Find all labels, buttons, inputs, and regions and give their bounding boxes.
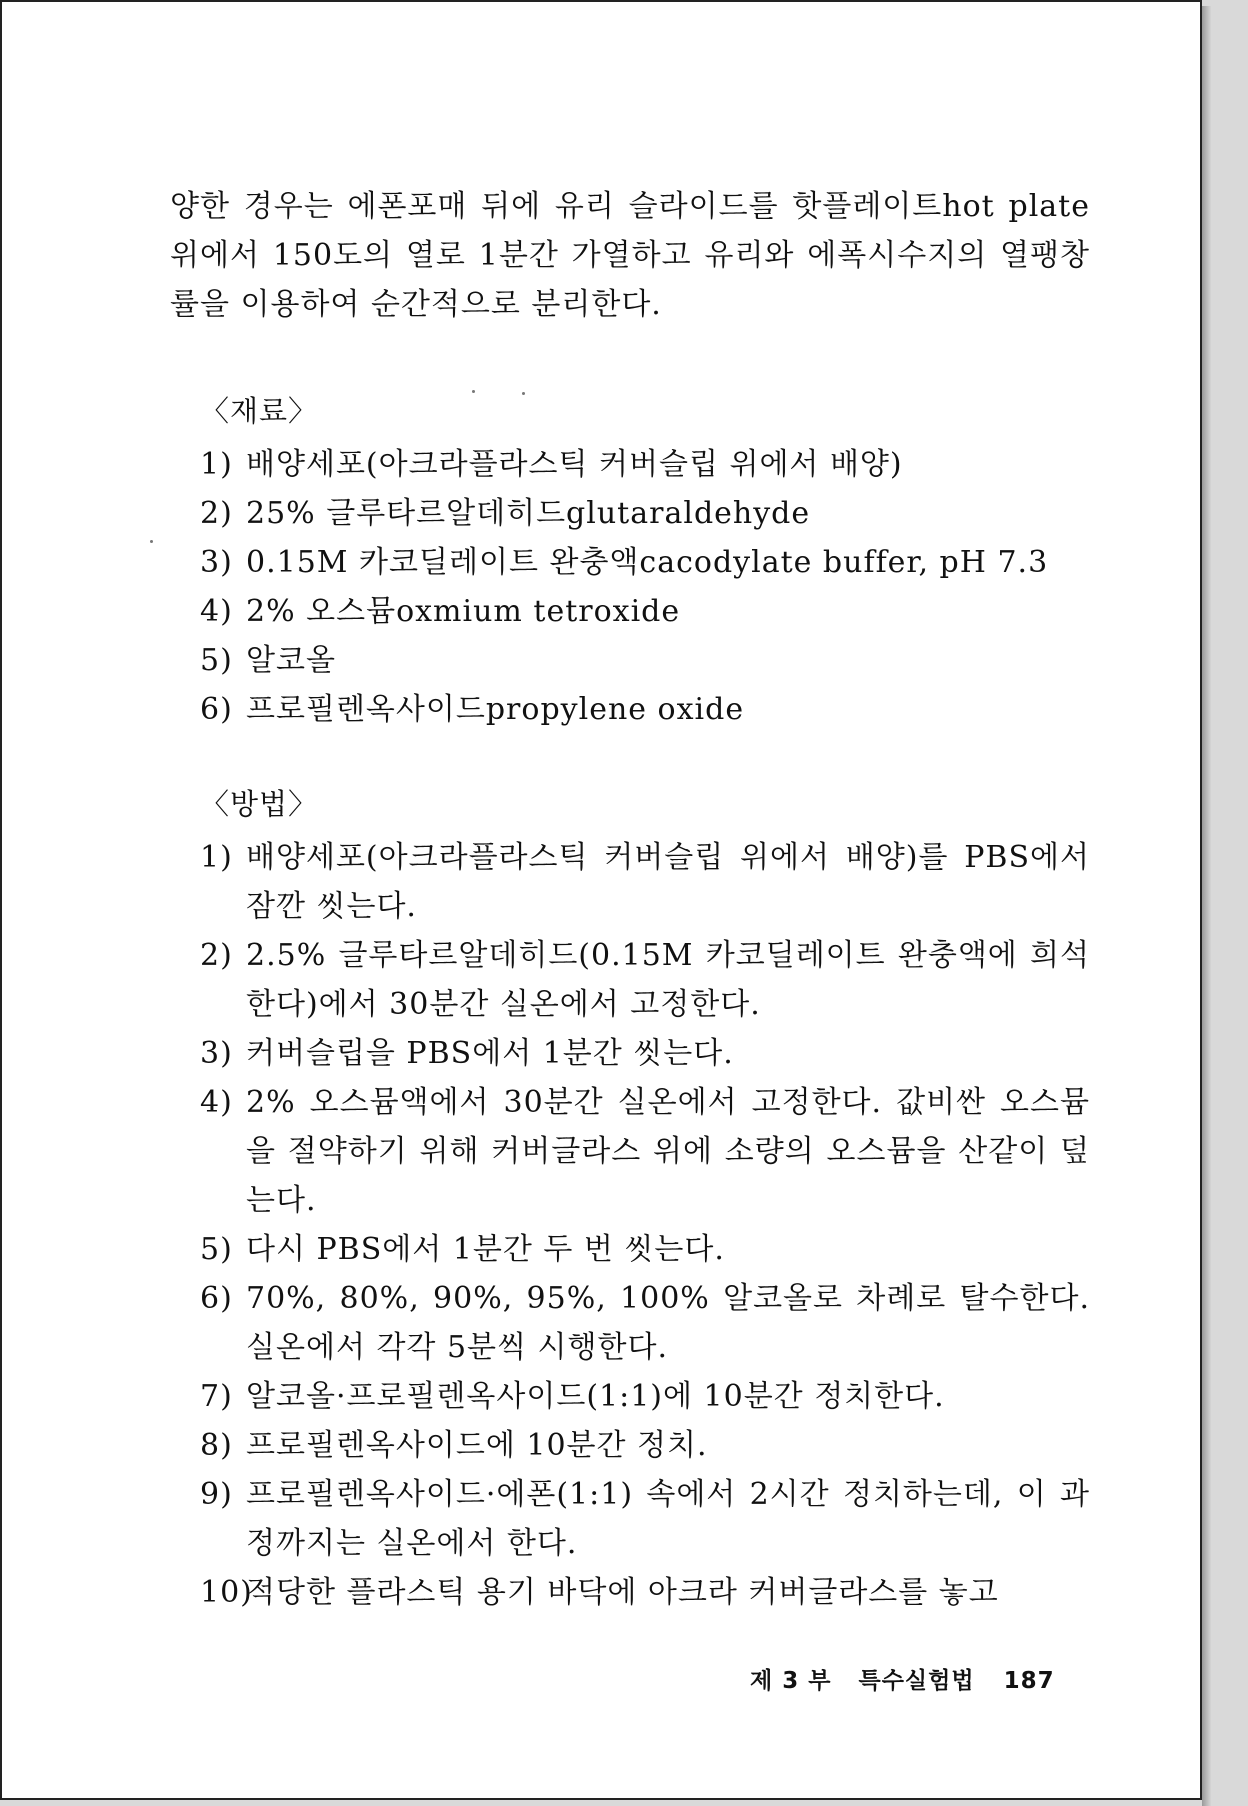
- list-item: 6) 70%, 80%, 90%, 95%, 100% 알코올로 차례로 탈수한다. 실온에서 각각 5분씩 시행한다.: [200, 1281, 1090, 1365]
- page-edge-shadow: [1202, 6, 1212, 1806]
- scan-speck: [472, 390, 475, 393]
- page-number: 187: [1003, 1668, 1055, 1694]
- list-item: 8) 프로필렌옥사이드에 10분간 정치.: [200, 1428, 708, 1463]
- methods-list: [170, 833, 1090, 1617]
- list-item: 4) 2% 오스뮴액에서 30분간 실온에서 고정한다. 값비싼 오스뮴을 절약하기 위해 커버글라스 위에 소량의 오스뮴을 산같이 덮는다.: [200, 1085, 1090, 1218]
- scan-speck: [522, 392, 525, 395]
- part-label: 제 3 부: [750, 1668, 832, 1694]
- list-item: 9) 프로필렌옥사이드·에폰(1:1) 속에서 2시간 정치하는데, 이 과정까지는 실온에서 한다.: [200, 1477, 1090, 1561]
- intro-paragraph: [170, 182, 1090, 329]
- materials-list: [170, 440, 1090, 734]
- section-title: 특수실험법: [858, 1668, 975, 1694]
- methods-heading: 〈방법〉: [200, 787, 319, 821]
- list-item: 10) 적당한 플라스틱 용기 바닥에 아크라 커버글라스를 놓고: [200, 1575, 999, 1610]
- materials-section: [170, 387, 1090, 734]
- list-item: 5) 알코올: [200, 643, 336, 678]
- scan-speck: [150, 540, 153, 543]
- page-footer: [750, 1662, 1055, 1695]
- list-item: 2) 2.5% 글루타르알데히드(0.15M 카코딜레이트 완충액에 희석한다)에서 30분간 실온에서 고정한다.: [200, 938, 1090, 1022]
- list-item: 3) 커버슬립을 PBS에서 1분간 씻는다.: [200, 1036, 734, 1071]
- list-item: 4) 2% 오스뮴oxmium tetroxide: [200, 594, 681, 629]
- list-item: 5) 다시 PBS에서 1분간 두 번 씻는다.: [200, 1232, 725, 1267]
- materials-heading: 〈재료〉: [200, 394, 319, 428]
- list-item: 1) 배양세포(아크라플라스틱 커버슬립 위에서 배양)를 PBS에서 잠깐 씻는다.: [200, 840, 1090, 924]
- intro-text: 양한 경우는 에폰포매 뒤에 유리 슬라이드를 핫플레이트hot plate 위에서 150도의 열로 1분간 가열하고 유리와 에폭시수지의 열팽창률을 이용하여 순간적으로 분리한다.: [170, 189, 1090, 322]
- list-item: 1) 배양세포(아크라플라스틱 커버슬립 위에서 배양): [200, 447, 903, 482]
- methods-section: [170, 780, 1090, 1617]
- list-item: 2) 25% 글루타르알데히드glutaraldehyde: [200, 496, 811, 531]
- list-item: 6) 프로필렌옥사이드propylene oxide: [200, 692, 745, 727]
- list-item: 3) 0.15M 카코딜레이트 완충액cacodylate buffer, pH 7.3: [200, 545, 1049, 580]
- list-item: 7) 알코올·프로필렌옥사이드(1:1)에 10분간 정치한다.: [200, 1379, 945, 1414]
